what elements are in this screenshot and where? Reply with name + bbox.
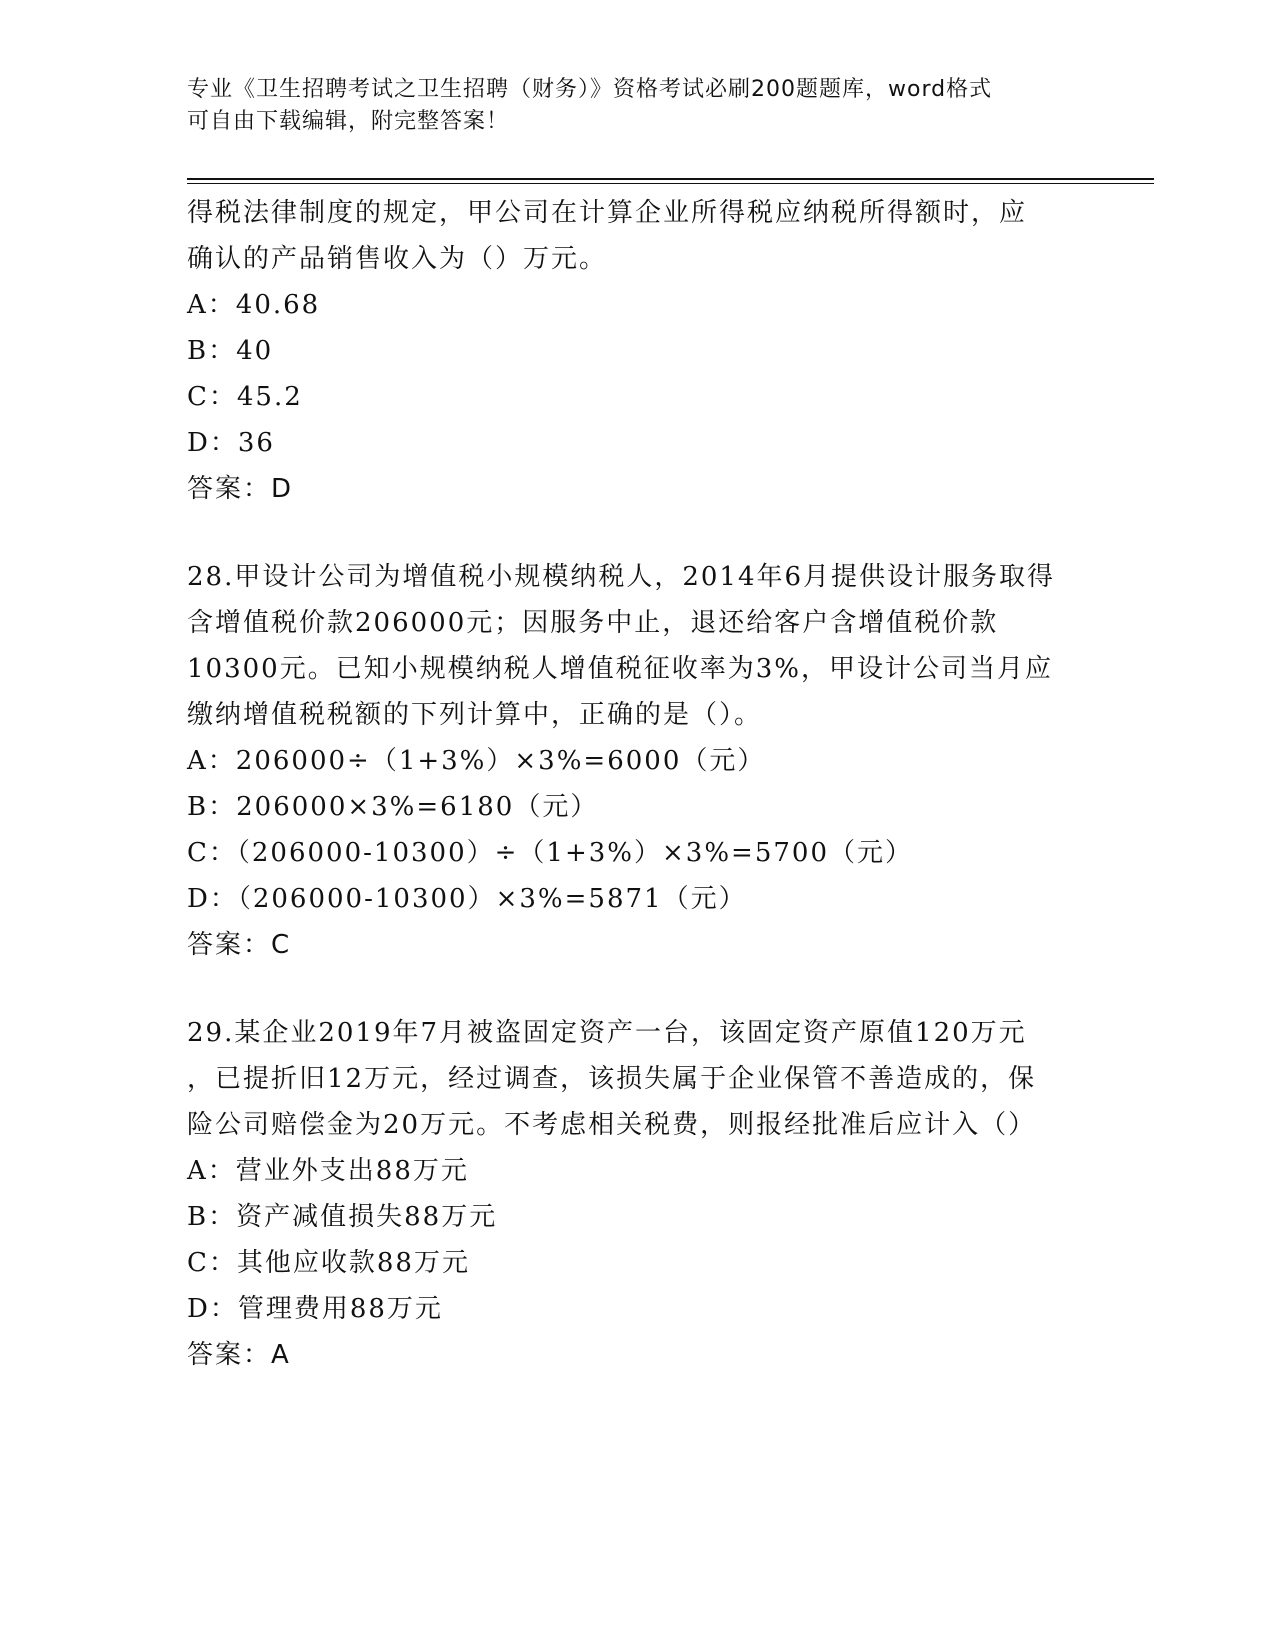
header-rule-thick [187,178,1154,180]
header-line-2: 可自由下载编辑，附完整答案！ [187,109,510,134]
page-header [187,74,1067,138]
question-stem-line: 确认的产品销售收入为（）万元。 [187,244,608,274]
option-c: C：45.2 [187,382,303,412]
question-stem-line: 险公司赔偿金为20万元。不考虑相关税费，则报经批准后应计入（） [187,1110,1037,1140]
option-d: D：管理费用88万元 [187,1294,443,1324]
answer-line: 答案：A [187,1340,291,1370]
option-a: A：40.68 [187,290,321,320]
option-b: B：40 [187,336,274,366]
option-b: B：206000×3%=6180（元） [187,792,599,822]
answer-line: 答案：D [187,474,294,504]
header-line-1: 专业《卫生招聘考试之卫生招聘（财务）》资格考试必刷200题题库，word格式 [187,77,993,102]
option-b: B：资产减值损失88万元 [187,1202,498,1232]
question-stem-line: 得税法律制度的规定，甲公司在计算企业所得税应纳税所得额时，应 [187,198,1028,228]
question-27 [187,190,1087,512]
question-stem-line: 28.甲设计公司为增值税小规模纳税人，2014年6月提供设计服务取得 [187,562,1056,592]
answer-line: 答案：C [187,930,292,960]
option-d: D：（206000-10300）×3%=5871（元） [187,884,747,914]
question-28 [187,554,1087,968]
question-stem-line: 含增值税价款206000元；因服务中止，退还给客户含增值税价款 [187,608,999,638]
question-stem-line: 缴纳增值税税额的下列计算中，正确的是（）。 [187,700,763,730]
question-stem-line: 29.某企业2019年7月被盗固定资产一台，该固定资产原值120万元 [187,1018,1027,1048]
option-c: C：（206000-10300）÷（1+3%）×3%=5700（元） [187,838,913,868]
question-stem-line: ，已提折旧12万元，经过调查，该损失属于企业保管不善造成的，保 [187,1064,1037,1094]
option-a: A：206000÷（1+3%）×3%=6000（元） [187,746,766,776]
option-d: D：36 [187,428,275,458]
option-c: C：其他应收款88万元 [187,1248,470,1278]
option-a: A：营业外支出88万元 [187,1156,469,1186]
document-body [187,190,1087,1378]
header-rule-thin [187,183,1154,184]
question-stem-line: 10300元。已知小规模纳税人增值税征收率为3%，甲设计公司当月应 [187,654,1053,684]
question-29 [187,1010,1087,1378]
